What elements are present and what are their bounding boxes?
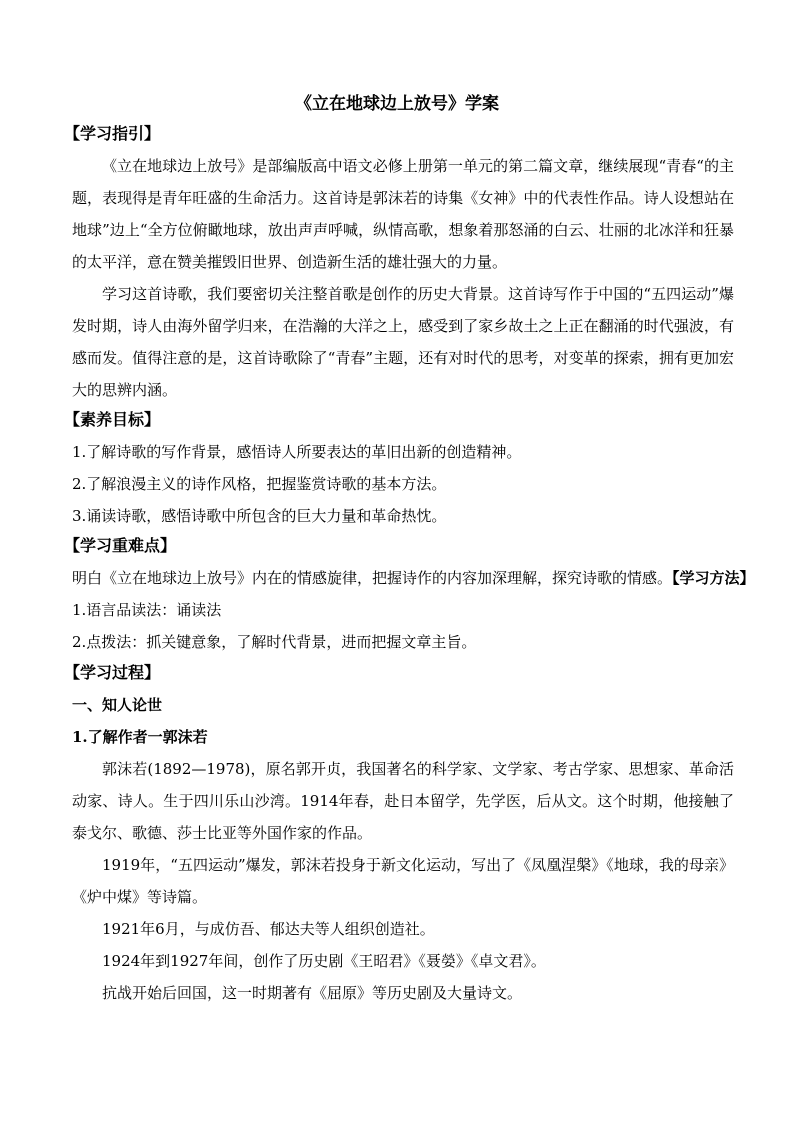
document-title: 《立在地球边上放号》学案 <box>295 94 499 114</box>
guide-paragraph-1: 《立在地球边上放号》是部编版高中语文必修上册第一单元的第二篇文章，继续展现“青春“的主题，表现得是青年旺盛的生命活力。这首诗是郭沫若的诗集《女神》中的代表性作品。诗人设想站在地球”边上“全方位俯瞰地球，放出声声呼喊，纵情高歌，想象着那怒涌的白云、壮丽的北冰洋和狂暴的太平洋，意在赞美摧毁旧世界、创造新生活的雄壮强大的力量。 <box>72 157 734 271</box>
goal-item: 3.诵读诗歌，感悟诗歌中所包含的巨大力量和革命热忱。 <box>72 507 447 525</box>
section-keypoints <box>64 530 755 658</box>
keypoints-text: 明白《立在地球边上放号》内在的情感旋律，把握诗作的内容加深理解，探究诗歌的情感。 <box>72 569 673 587</box>
process-paragraph-3: 1921年6月，与成仿吾、郁达夫等人组织创造社。 <box>102 920 435 938</box>
method-item: 2.点拨法：抓关键意象，了解时代背景，进而把握文章主旨。 <box>72 633 477 651</box>
process-paragraph-4: 1924年到1927年间，创作了历史剧《王昭君》《聂嫈》《卓文君》。 <box>102 952 546 970</box>
section-heading-methods: 【学习方法】 <box>672 569 755 587</box>
section-heading-guide: 【学习指引】 <box>64 124 161 143</box>
subheading-author: 1.了解作者一郭沫若 <box>72 728 208 746</box>
process-paragraph-5: 抗战开始后回国，这一时期著有《屈原》等历史剧及大量诗文。 <box>102 984 523 1002</box>
process-paragraph-2: 1919年，“五四运动”爆发，郭沫若投身于新文化运动，写出了《凤凰涅槃》《地球，我的母亲》《炉中煤》等诗篇。 <box>72 856 734 906</box>
section-heading-process: 【学习过程】 <box>64 663 161 682</box>
section-heading-keypoints: 【学习重难点】 <box>64 536 177 555</box>
goal-item: 2.了解浪漫主义的诗作风格，把握鉴赏诗歌的基本方法。 <box>72 475 447 493</box>
process-paragraph-1: 郭沫若(1892—1978)，原名郭开贞，我国著名的科学家、文学家、考古学家、思想家、革命活动家、诗人。生于四川乐山沙湾。1914年春，赴日本留学，先学医，后从文。这个时期，他接触了泰戈尔、歌德、莎士比亚等外国作家的作品。 <box>72 760 734 842</box>
goal-item: 1.了解诗歌的写作背景，感悟诗人所要表达的革旧出新的创造精神。 <box>72 443 522 461</box>
method-item: 1.语言品读法：诵读法 <box>72 601 222 619</box>
section-heading-goals: 【素养目标】 <box>64 410 161 429</box>
section-process <box>64 657 734 1009</box>
section-goals <box>64 404 734 532</box>
subheading-context: 一、知人论世 <box>72 696 163 714</box>
section-guide <box>64 118 734 406</box>
keypoints-text-line <box>72 562 755 594</box>
guide-paragraph-2: 学习这首诗歌，我们要密切关注整首歌是创作的历史大背景。这首诗写作于中国的“五四运动”爆发时期，诗人由海外留学归来，在浩瀚的大洋之上，感受到了家乡故土之上正在翻涌的时代强波，有感而发。值得注意的是，这首诗歌除了“青春”主题，还有对时代的思考，对变革的探索，拥有更加宏大的思辨内涵。 <box>72 285 734 399</box>
